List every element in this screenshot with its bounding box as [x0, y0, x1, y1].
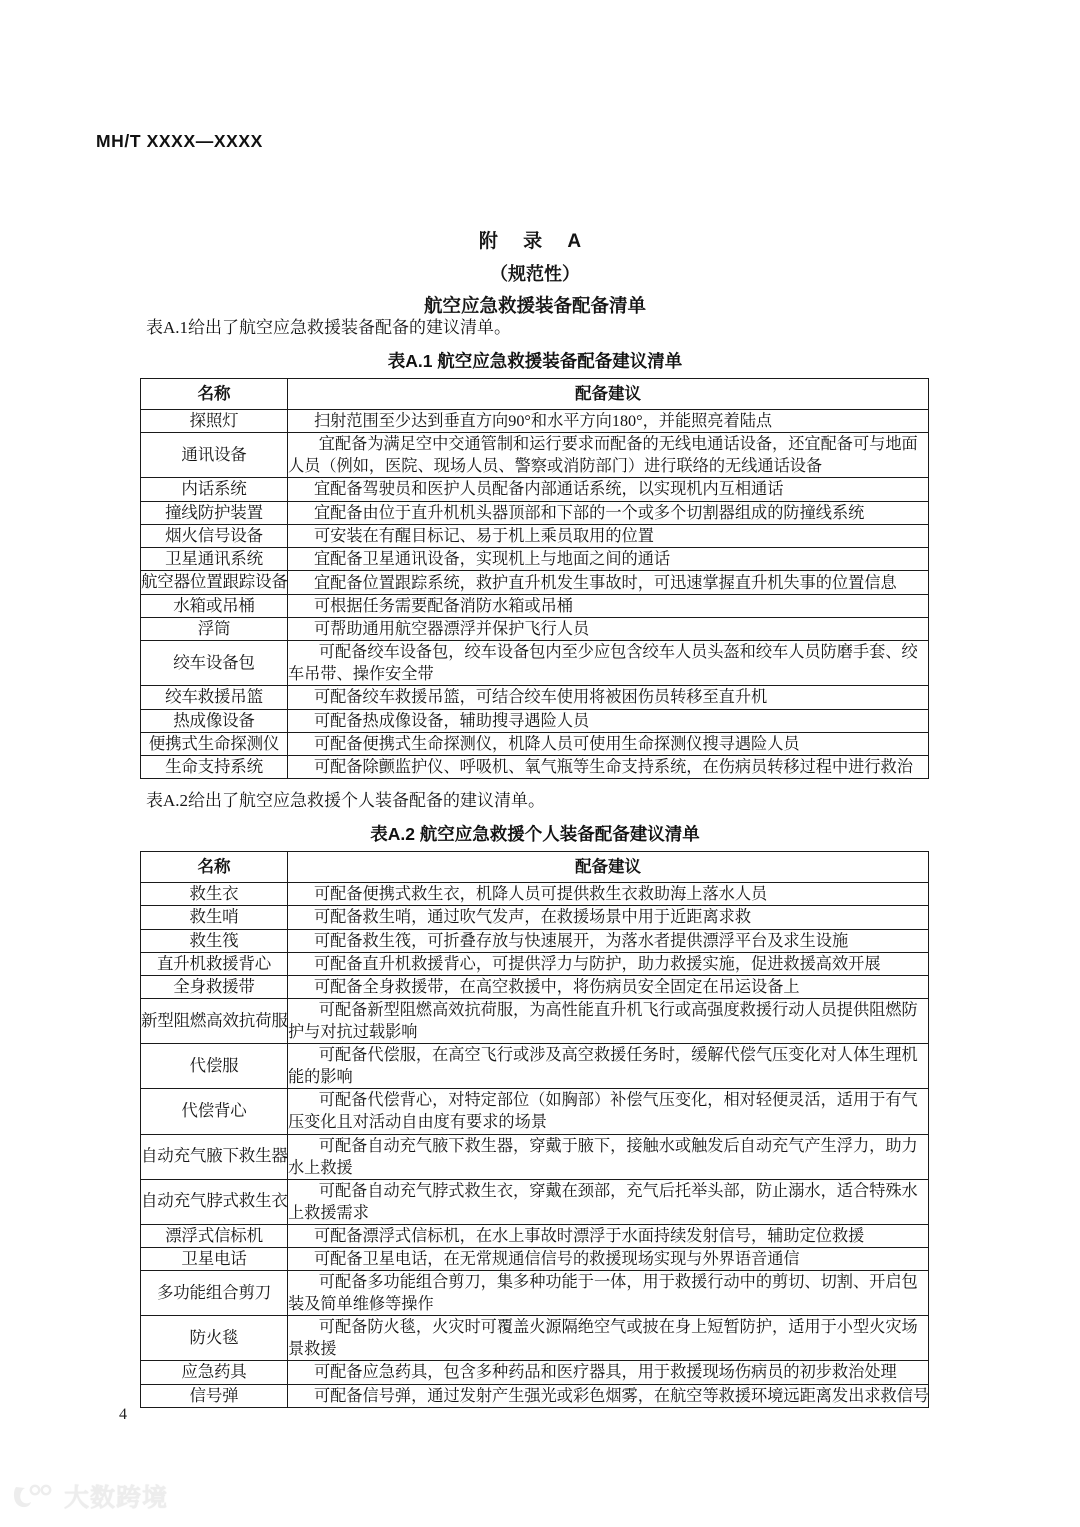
- equipment-recommendation-cell: 可安装在有醒目标记、易于机上乘员取用的位置: [288, 524, 929, 547]
- table-row: [141, 594, 929, 617]
- annex-title: 航空应急救援装备配备清单: [423, 295, 646, 316]
- table-a2-col-header-desc: 配备建议: [288, 852, 929, 883]
- table-row: [141, 617, 929, 640]
- equipment-name-cell: 便携式生命探测仪: [141, 732, 288, 755]
- table-row: [141, 548, 929, 571]
- equipment-name-cell: 探照灯: [141, 410, 288, 433]
- equipment-recommendation-cell: 可配备信号弹，通过发射产生强光或彩色烟雾，在航空等救援环境远距离发出求救信号: [288, 1384, 929, 1407]
- equipment-recommendation-cell: 可配备全身救援带，在高空救援中，将伤病员安全固定在吊运设备上: [288, 976, 929, 999]
- table-a1: [140, 378, 929, 779]
- table-row: [141, 686, 929, 709]
- annex-label: 附 录 A: [478, 231, 592, 252]
- equipment-name-cell: 热成像设备: [141, 709, 288, 732]
- equipment-recommendation-cell: 可配备除颤监护仪、呼吸机、氧气瓶等生命支持系统，在伤病员转移过程中进行救治: [288, 756, 929, 779]
- equipment-recommendation-cell: 可配备便携式救生衣，机降人员可提供救生衣救助海上落水人员: [288, 883, 929, 906]
- equipment-name-cell: 卫星通讯系统: [141, 548, 288, 571]
- table-row: [141, 1271, 929, 1316]
- equipment-name-cell: 救生哨: [141, 906, 288, 929]
- table-a2: [140, 851, 929, 1408]
- equipment-recommendation-cell: 可配备热成像设备，辅助搜寻遇险人员: [288, 709, 929, 732]
- table-row: [141, 1361, 929, 1384]
- table-row: [141, 524, 929, 547]
- table-row: [141, 952, 929, 975]
- equipment-recommendation-cell: 扫射范围至少达到垂直方向90°和水平方向180°，并能照亮着陆点: [288, 410, 929, 433]
- equipment-name-cell: 内话系统: [141, 478, 288, 501]
- equipment-recommendation-cell: 宜配备位置跟踪系统，救护直升机发生事故时，可迅速掌握直升机失事的位置信息: [288, 571, 929, 594]
- document-standard-code: MH/T XXXX—XXXX: [96, 131, 263, 151]
- equipment-recommendation-cell: 可配备自动充气脖式救生衣，穿戴在颈部，充气后托举头部，防止溺水，适合特殊水上救援需求: [288, 1179, 929, 1224]
- equipment-name-cell: 航空器位置跟踪设备: [141, 571, 288, 594]
- equipment-recommendation-cell: 可配备自动充气腋下救生器，穿戴于腋下，接触水或触发后自动充气产生浮力，助力水上救援: [288, 1134, 929, 1179]
- equipment-name-cell: 浮筒: [141, 617, 288, 640]
- equipment-name-cell: 多功能组合剪刀: [141, 1271, 288, 1316]
- table-row: [141, 1224, 929, 1247]
- equipment-recommendation-cell: 宜配备驾驶员和医护人员配备内部通话系统，以实现机内互相通话: [288, 478, 929, 501]
- table-row: [141, 1134, 929, 1179]
- equipment-name-cell: 自动充气脖式救生衣: [141, 1179, 288, 1224]
- watermark: [12, 1478, 168, 1514]
- equipment-recommendation-cell: 可配备代偿背心，对特定部位（如胸部）补偿气压变化，相对轻便灵活，适用于有气压变化且对活动自由度有要求的场景: [288, 1089, 929, 1134]
- equipment-name-cell: 新型阻燃高效抗荷服: [141, 999, 288, 1044]
- equipment-name-cell: 救生衣: [141, 883, 288, 906]
- equipment-recommendation-cell: 宜配备为满足空中交通管制和运行要求而配备的无线电通话设备，还宜配备可与地面人员（例如，医院、现场人员、警察或消防部门）进行联络的无线通话设备: [288, 433, 929, 478]
- equipment-name-cell: 防火毯: [141, 1316, 288, 1361]
- equipment-recommendation-cell: 可配备直升机救援背心，可提供浮力与防护，助力救援实施，促进救援高效开展: [288, 952, 929, 975]
- equipment-recommendation-cell: 宜配备由位于直升机机头器顶部和下部的一个或多个切割器组成的防撞线系统: [288, 501, 929, 524]
- equipment-name-cell: 信号弹: [141, 1384, 288, 1407]
- equipment-name-cell: 绞车设备包: [141, 641, 288, 686]
- table-row: [141, 641, 929, 686]
- equipment-name-cell: 救生筏: [141, 929, 288, 952]
- intro-paragraph-table-a1: 表A.1给出了航空应急救援装备配备的建议清单。: [146, 318, 512, 337]
- table-row: [141, 709, 929, 732]
- equipment-name-cell: 水箱或吊桶: [141, 594, 288, 617]
- equipment-recommendation-cell: 宜配备卫星通讯设备，实现机上与地面之间的通话: [288, 548, 929, 571]
- table-a2-header-row: [141, 852, 929, 883]
- watermark-logo-icon: [12, 1481, 56, 1511]
- equipment-name-cell: 代偿服: [141, 1044, 288, 1089]
- equipment-recommendation-cell: 可配备防火毯，火灾时可覆盖火源隔绝空气或披在身上短暂防护，适用于小型火灾场景救援: [288, 1316, 929, 1361]
- table-a1-header-row: [141, 379, 929, 410]
- table-row: [141, 501, 929, 524]
- equipment-recommendation-cell: 可配备新型阻燃高效抗荷服，为高性能直升机飞行或高强度救援行动人员提供阻燃防护与对抗过载影响: [288, 999, 929, 1044]
- table-row: [141, 1316, 929, 1361]
- table-a2-caption: 表A.2 航空应急救援个人装备配备建议清单: [370, 824, 700, 844]
- watermark-text: 大数跨境: [64, 1484, 169, 1512]
- table-row: [141, 433, 929, 478]
- equipment-name-cell: 撞线防护装置: [141, 501, 288, 524]
- table-row: [141, 478, 929, 501]
- table-row: [141, 1044, 929, 1089]
- table-row: [141, 929, 929, 952]
- table-row: [141, 1179, 929, 1224]
- equipment-recommendation-cell: 可配备绞车救援吊篮，可结合绞车使用将被困伤员转移至直升机: [288, 686, 929, 709]
- equipment-recommendation-cell: 可帮助通用航空器漂浮并保护飞行人员: [288, 617, 929, 640]
- table-a1-col-header-desc: 配备建议: [288, 379, 929, 410]
- annex-title-block: [140, 226, 930, 318]
- equipment-name-cell: 直升机救援背心: [141, 952, 288, 975]
- equipment-name-cell: 通讯设备: [141, 433, 288, 478]
- table-row: [141, 1384, 929, 1407]
- equipment-name-cell: 卫星电话: [141, 1247, 288, 1270]
- equipment-recommendation-cell: 可配备救生筏，可折叠存放与快速展开，为落水者提供漂浮平台及求生设施: [288, 929, 929, 952]
- equipment-name-cell: 绞车救援吊篮: [141, 686, 288, 709]
- equipment-recommendation-cell: 可配备应急药具，包含多种药品和医疗器具，用于救援现场伤病员的初步救治处理: [288, 1361, 929, 1384]
- annex-normative-note: （规范性）: [490, 264, 580, 284]
- equipment-recommendation-cell: 可配备代偿服，在高空飞行或涉及高空救援任务时，缓解代偿气压变化对人体生理机能的影响: [288, 1044, 929, 1089]
- equipment-name-cell: 全身救援带: [141, 976, 288, 999]
- equipment-name-cell: 生命支持系统: [141, 756, 288, 779]
- table-row: [141, 1089, 929, 1134]
- equipment-recommendation-cell: 可根据任务需要配备消防水箱或吊桶: [288, 594, 929, 617]
- table-row: [141, 999, 929, 1044]
- table-row: [141, 883, 929, 906]
- equipment-name-cell: 烟火信号设备: [141, 524, 288, 547]
- table-a1-caption: 表A.1 航空应急救援装备配备建议清单: [387, 351, 683, 371]
- intro-paragraph-table-a2: 表A.2给出了航空应急救援个人装备配备的建议清单。: [146, 791, 546, 810]
- equipment-name-cell: 漂浮式信标机: [141, 1224, 288, 1247]
- table-row: [141, 732, 929, 755]
- equipment-recommendation-cell: 可配备便携式生命探测仪，机降人员可使用生命探测仪搜寻遇险人员: [288, 732, 929, 755]
- page-number: 4: [119, 1406, 127, 1423]
- table-a1-col-header-name: 名称: [141, 379, 288, 410]
- table-row: [141, 410, 929, 433]
- equipment-name-cell: 自动充气腋下救生器: [141, 1134, 288, 1179]
- table-row: [141, 976, 929, 999]
- equipment-name-cell: 代偿背心: [141, 1089, 288, 1134]
- equipment-recommendation-cell: 可配备多功能组合剪刀，集多种功能于一体，用于救援行动中的剪切、切割、开启包装及简单维修等操作: [288, 1271, 929, 1316]
- table-row: [141, 1247, 929, 1270]
- equipment-name-cell: 应急药具: [141, 1361, 288, 1384]
- table-row: [141, 756, 929, 779]
- table-row: [141, 571, 929, 594]
- equipment-recommendation-cell: 可配备绞车设备包，绞车设备包内至少应包含绞车人员头盔和绞车人员防磨手套、绞车吊带、操作安全带: [288, 641, 929, 686]
- table-a2-col-header-name: 名称: [141, 852, 288, 883]
- equipment-recommendation-cell: 可配备漂浮式信标机，在水上事故时漂浮于水面持续发射信号，辅助定位救援: [288, 1224, 929, 1247]
- equipment-recommendation-cell: 可配备救生哨，通过吹气发声，在救援场景中用于近距离求救: [288, 906, 929, 929]
- equipment-recommendation-cell: 可配备卫星电话，在无常规通信信号的救援现场实现与外界语音通信: [288, 1247, 929, 1270]
- table-row: [141, 906, 929, 929]
